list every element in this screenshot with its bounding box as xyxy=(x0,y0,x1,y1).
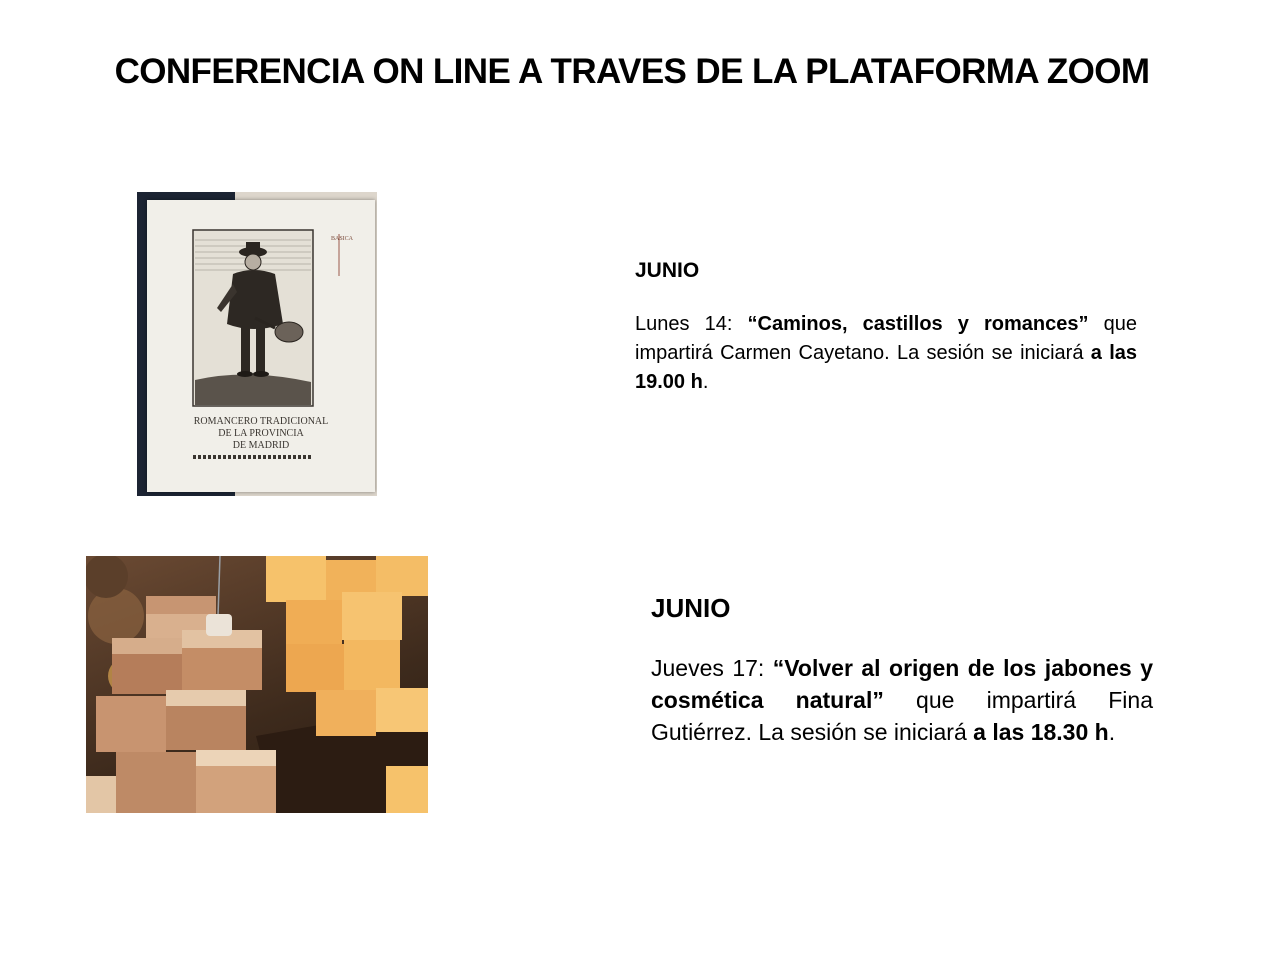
event-2-month: JUNIO xyxy=(651,593,731,623)
event-1 xyxy=(635,256,1137,397)
book-cover-image xyxy=(137,192,377,496)
cover-line-2: DE LA PROVINCIA xyxy=(218,428,304,439)
event-1-talk-title: “Caminos, castillos y romances” xyxy=(747,313,1089,335)
event-2-time: a las 18.30 h xyxy=(973,719,1109,745)
cover-line-1: ROMANCERO TRADICIONAL xyxy=(193,416,329,427)
event-2-day: Jueves 17: xyxy=(651,655,773,681)
book-cover xyxy=(147,200,375,492)
event-1-time: a las 19.00 h xyxy=(635,342,1137,393)
event-2-end: . xyxy=(1108,719,1116,745)
spine-text: BASICA xyxy=(331,236,353,242)
soap-cubes-illustration xyxy=(86,556,428,813)
event-2-talk-title: “Volver al origen de los jabones y cosmética natural” xyxy=(651,655,1153,713)
series-mark xyxy=(325,230,353,280)
book-cover-title xyxy=(147,416,375,452)
event-2-description xyxy=(651,652,1153,748)
event-2 xyxy=(651,592,1153,748)
cover-line-3: DE MADRID xyxy=(232,440,290,451)
soap-image xyxy=(86,556,428,813)
event-1-description xyxy=(635,310,1137,397)
event-1-month: JUNIO xyxy=(635,259,700,282)
event-1-speaker: que impartirá Carmen Cayetano. La sesión se iniciará xyxy=(635,313,1137,364)
decorative-border xyxy=(193,455,311,459)
page-title: CONFERENCIA ON LINE A TRAVES DE LA PLATAFORMA ZOOM xyxy=(114,52,1150,91)
event-2-speaker: que impartirá Fina Gutiérrez. La sesión se iniciará xyxy=(651,687,1153,745)
event-1-day: Lunes 14: xyxy=(635,313,748,335)
event-1-end: . xyxy=(702,371,709,393)
